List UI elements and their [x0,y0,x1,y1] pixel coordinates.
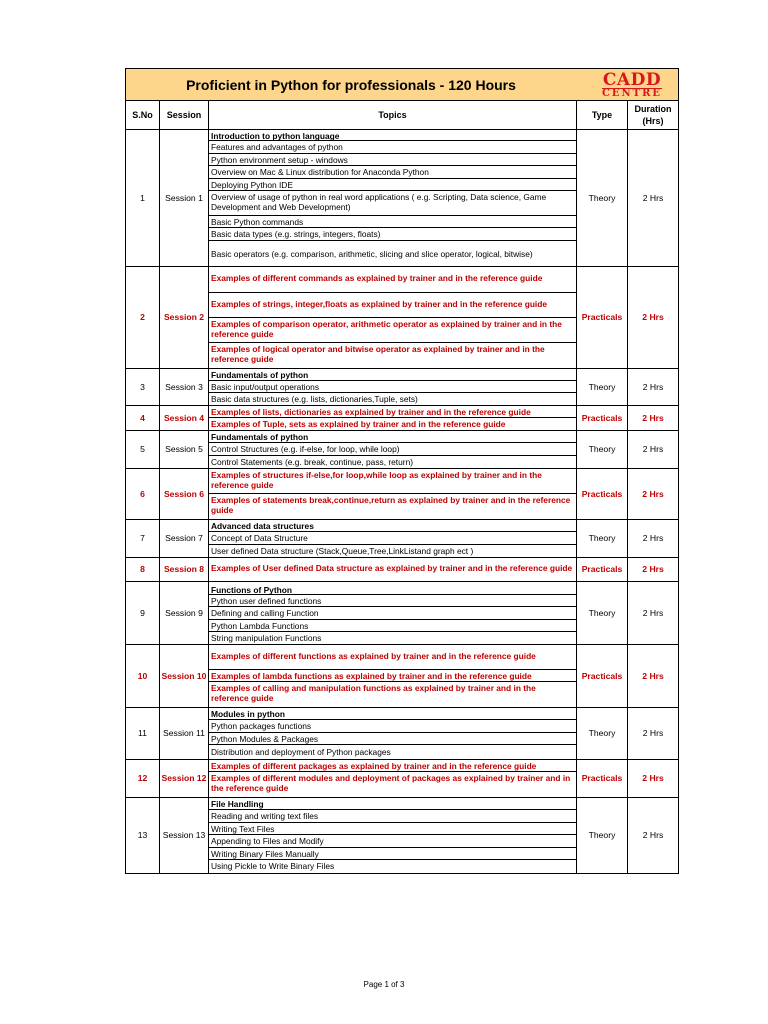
row-type: Practicals [577,469,628,520]
row-number: 8 [126,558,160,582]
row-number: 9 [126,582,160,645]
topic-item: Examples of different functions as explained by trainer and in the reference guide [209,645,576,670]
header-row [126,101,679,130]
row-topics [209,708,577,760]
row-number: 1 [126,130,160,267]
row-topics [209,760,577,798]
row-session: Session 3 [160,369,209,406]
row-session: Session 7 [160,520,209,558]
row-duration: 2 Hrs [628,520,679,558]
topic-item: Examples of different commands as explained by trainer and in the reference guide [209,267,576,293]
session-row [126,582,679,645]
row-duration: 2 Hrs [628,582,679,645]
topic-item: Overview of usage of python in real word applications ( e.g. Scripting, Data science, Game Development and Web Development) [209,191,576,216]
header-duration-line-2: (Hrs) [642,116,664,126]
page-footer: Page 1 of 3 [363,980,405,989]
session-row [126,406,679,431]
session-row [126,558,679,582]
topic-item: Fundamentals of python [209,369,576,381]
topic-item: Using Pickle to Write Binary Files [211,861,335,871]
topic-item: Fundamentals of python [209,431,576,443]
row-number: 2 [126,267,160,369]
row-duration: 2 Hrs [628,369,679,406]
session-row [126,798,679,874]
row-number: 7 [126,520,160,558]
row-topics [209,431,577,469]
row-type: Theory [577,130,628,267]
topic-item: Basic data types (e.g. strings, integers, floats) [209,228,576,241]
row-topics [209,798,577,874]
row-duration: 2 Hrs [628,406,679,431]
row-number: 3 [126,369,160,406]
header-type: Type [577,101,628,130]
row-type: Theory [577,520,628,558]
topic-item: Examples of strings, integer,floats as explained by trainer and in the reference guide [209,293,576,318]
row-topics [209,130,577,267]
row-session: Session 8 [160,558,209,582]
row-session: Session 10 [160,645,209,708]
row-duration: 2 Hrs [628,431,679,469]
row-session: Session 13 [160,798,209,874]
topic-item: Appending to Files and Modify [209,835,576,848]
topic-item: Examples of lists, dictionaries as explained by trainer and in the reference guide [209,406,576,418]
session-row [126,760,679,798]
topic-item: Introduction to python language [209,130,576,141]
row-duration: 2 Hrs [628,798,679,874]
row-session: Session 2 [160,267,209,369]
header-sno: S.No [126,101,160,130]
header-duration-line-1: Duration [634,104,672,114]
topic-item: Examples of different packages as explained by trainer and in the reference guide [209,760,576,772]
row-topics [209,520,577,558]
row-topics [209,267,577,369]
session-row [126,469,679,520]
cadd-centre-logo [602,72,662,99]
row-number: 11 [126,708,160,760]
topic-item: Writing Binary Files Manually [209,848,576,860]
logo-line-2: CENTRE [601,88,663,99]
row-duration: 2 Hrs [628,760,679,798]
session-row [126,645,679,708]
topic-item: Basic data structures (e.g. lists, dictionaries,Tuple, sets) [211,394,418,404]
row-number: 12 [126,760,160,798]
topic-item: Python packages functions [209,720,576,733]
row-number: 6 [126,469,160,520]
topic-item: Deploying Python IDE [209,179,576,191]
topic-item: Python environment setup - windows [209,154,576,166]
row-duration: 2 Hrs [628,558,679,582]
row-duration: 2 Hrs [628,267,679,369]
row-topics [209,558,577,582]
row-session: Session 1 [160,130,209,267]
topic-item: Examples of structures if-else,for loop,while loop as explained by trainer and in the reference guide [209,469,576,494]
topic-item: Features and advantages of python [209,141,576,154]
row-duration: 2 Hrs [628,130,679,267]
header-session: Session [160,101,209,130]
topic-item: Examples of User defined Data structure as explained by trainer and in the reference guide [211,563,573,573]
row-session: Session 6 [160,469,209,520]
topic-item: Control Structures (e.g. if-else, for loop, while loop) [209,443,576,456]
row-number: 5 [126,431,160,469]
topic-item: Examples of lambda functions as explained by trainer and in the reference guide [209,670,576,682]
topic-item: Concept of Data Structure [209,532,576,545]
topic-item: File Handling [209,798,576,810]
row-session: Session 12 [160,760,209,798]
row-topics [209,369,577,406]
session-row [126,267,679,369]
topic-item: Examples of statements break,continue,return as explained by trainer and in the reference guide [211,495,571,516]
row-session: Session 5 [160,431,209,469]
session-row [126,520,679,558]
row-type: Practicals [577,760,628,798]
topic-item: Examples of calling and manipulation functions as explained by trainer and in the reference guide [211,683,536,704]
topic-item: Python Lambda Functions [209,620,576,632]
row-number: 4 [126,406,160,431]
title-cell [126,69,679,101]
session-row [126,130,679,267]
row-topics [209,469,577,520]
logo-line-1: CADD [602,70,662,90]
header-topics: Topics [209,101,577,130]
row-session: Session 4 [160,406,209,431]
topic-item: Examples of logical operator and bitwise operator as explained by trainer and in the reference guide [211,344,545,365]
topic-item: User defined Data structure (Stack,Queue,Tree,LinkListand graph ect ) [211,546,474,556]
row-type: Theory [577,798,628,874]
row-number: 13 [126,798,160,874]
topic-item: Distribution and deployment of Python packages [211,747,391,757]
row-type: Practicals [577,645,628,708]
row-session: Session 11 [160,708,209,760]
topic-item: Examples of different modules and deployment of packages as explained by trainer and in the reference guide [211,773,571,794]
topic-item: Examples of Tuple, sets as explained by trainer and in the reference guide [211,419,506,429]
topic-item: Python Modules & Packages [209,733,576,745]
row-number: 10 [126,645,160,708]
curriculum-table [125,68,679,874]
session-row [126,431,679,469]
row-type: Practicals [577,558,628,582]
topic-item: Basic operators (e.g. comparison, arithmetic, slicing and slice operator, logical, bitwise) [211,249,533,259]
page-title: Proficient in Python for professionals - 120 Hours [186,77,516,93]
topic-item: Defining and calling Function [209,607,576,620]
topic-item: String manipulation Functions [211,633,322,643]
topic-item: Writing Text Files [209,823,576,835]
row-topics [209,582,577,645]
session-row [126,369,679,406]
topic-item: Functions of Python [209,582,576,595]
row-type: Practicals [577,406,628,431]
table-body [126,130,679,874]
topic-item: Reading and writing text files [209,810,576,823]
header-duration [628,101,679,130]
row-session: Session 9 [160,582,209,645]
row-topics [209,406,577,431]
row-type: Practicals [577,267,628,369]
topic-item: Python user defined functions [209,595,576,607]
row-type: Theory [577,431,628,469]
topic-item: Advanced data structures [209,520,576,532]
topic-item: Control Statements (e.g. break, continue, pass, return) [211,457,414,467]
row-type: Theory [577,708,628,760]
session-row [126,708,679,760]
row-duration: 2 Hrs [628,469,679,520]
topic-item: Modules in python [209,708,576,720]
row-type: Theory [577,582,628,645]
row-duration: 2 Hrs [628,708,679,760]
row-type: Theory [577,369,628,406]
row-topics [209,645,577,708]
topic-item: Overview on Mac & Linux distribution for Anaconda Python [209,166,576,179]
topic-item: Basic Python commands [209,216,576,228]
topic-item: Basic input/output operations [209,381,576,393]
curriculum-sheet [125,68,678,874]
row-duration: 2 Hrs [628,645,679,708]
topic-item: Examples of comparison operator, arithmetic operator as explained by trainer and in the reference guide [209,318,576,343]
